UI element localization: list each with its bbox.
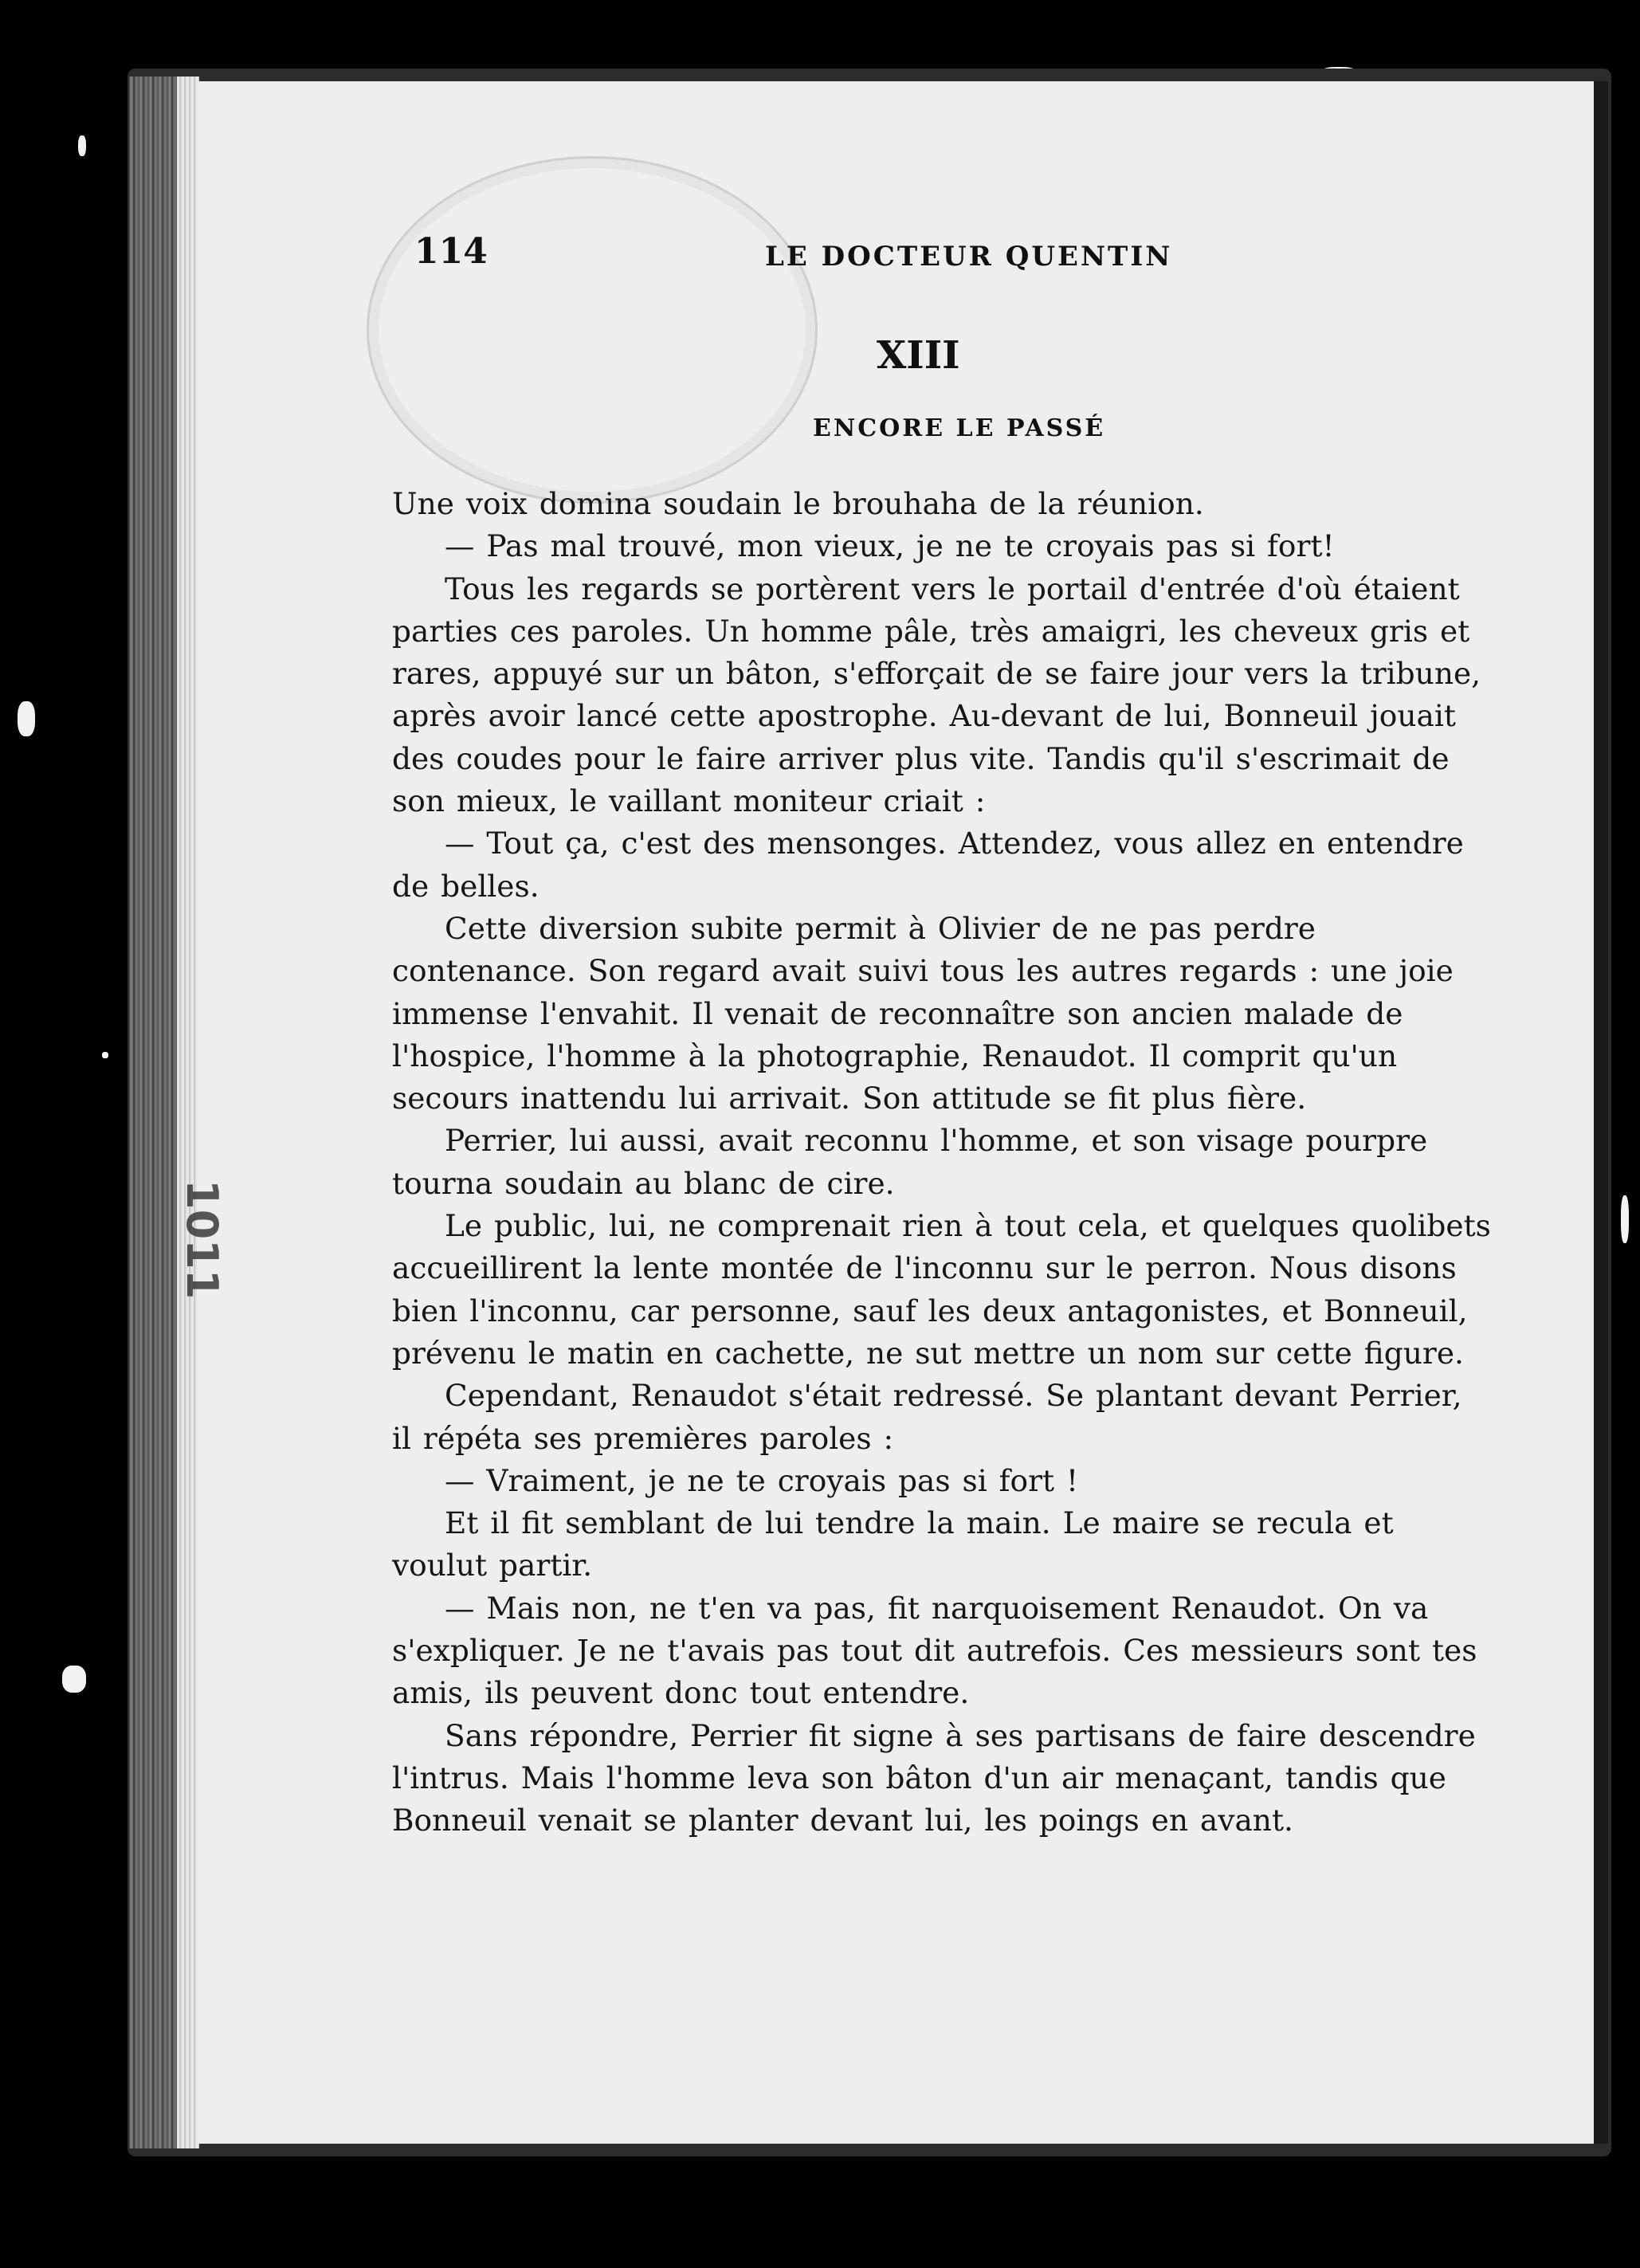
page-header [414, 231, 1578, 279]
paragraph: Perrier, lui aussi, avait reconnu l'homme, et son visage pourpre tourna soudain au blanc de cire. [392, 1123, 1428, 1201]
paragraph: — Mais non, ne t'en va pas, fit narquoisement Renaudot. On va s'expliquer. Je ne t'avais pas tout dit autrefois. Ces messieurs sont tes amis, ils peuvent donc tout entendre. [392, 1590, 1477, 1711]
library-stamp [367, 156, 818, 504]
paragraph: Cette diversion subite permit à Olivier de ne pas perdre contenance. Son regard avait suivi tous les autres regards : une joie immense l'envahit. Il venait de reconnaître son ancien malade de l'hospice, l'homme à la photographie, Renaudot. Il comprit qu'un secours inattendu lui arrivait. Son attitude se fit plus fière. [392, 910, 1454, 1116]
scan-speck [18, 701, 35, 736]
running-title: LE DOCTEUR QUENTIN [765, 241, 1173, 273]
paragraph: — Pas mal trouvé, mon vieux, je ne te croyais pas si fort! [445, 528, 1335, 564]
paragraph: Le public, lui, ne comprenait rien à tout cela, et quelques quolibets accueillirent la lente montée de l'inconnu sur le perron. Nous disons bien l'inconnu, car personne, sauf les deux antagonistes, et Bonneuil, prévenu le matin en cachette, ne sut mettre un nom sur cette figure. [392, 1208, 1491, 1371]
scan-speck [102, 1052, 108, 1058]
paragraph: — Tout ça, c'est des mensonges. Attendez, vous allez en entendre de belles. [392, 826, 1464, 904]
paragraph: Sans répondre, Perrier fit signe à ses partisans de faire descendre l'intrus. Mais l'homme leva son bâton d'un air menaçant, tandis que Bonneuil venait se planter devant lui, les poings en avant. [392, 1717, 1476, 1838]
scan-speck [62, 1666, 86, 1693]
paragraph: Cependant, Renaudot s'était redressé. Se plantant devant Perrier, il répéta ses premières paroles : [392, 1378, 1462, 1456]
chapter-title: ENCORE LE PASSÉ [813, 414, 1106, 442]
paragraph: Une voix domina soudain le brouhaha de la réunion. [392, 486, 1204, 521]
margin-mark: 1011 [177, 1179, 227, 1300]
paragraph: Et il fit semblant de lui tendre la main. Le maire se recula et voulut partir. [392, 1505, 1394, 1583]
page-number: 114 [414, 231, 488, 272]
book-spine [129, 77, 177, 2148]
paragraph: — Vraiment, je ne te croyais pas si fort ! [445, 1462, 1079, 1498]
page-edges [177, 77, 199, 2148]
scan-speck [78, 135, 86, 156]
scan-speck [1621, 1195, 1629, 1243]
body-text [392, 483, 1492, 1842]
paragraph: Tous les regards se portèrent vers le portail d'entrée d'où étaient parties ces paroles. Un homme pâle, très amaigri, les cheveux gris et rares, appuyé sur un bâton, s'efforçait de se faire jour vers la tribune, après avoir lancé cette apostrophe. Au-devant de lui, Bonneuil jouait des coudes pour le faire arriver plus vite. Tandis qu'il s'escrimait de son mieux, le vaillant moniteur criait : [392, 571, 1481, 819]
page-right-edge [1594, 81, 1608, 2144]
chapter-number: XIII [877, 333, 960, 378]
